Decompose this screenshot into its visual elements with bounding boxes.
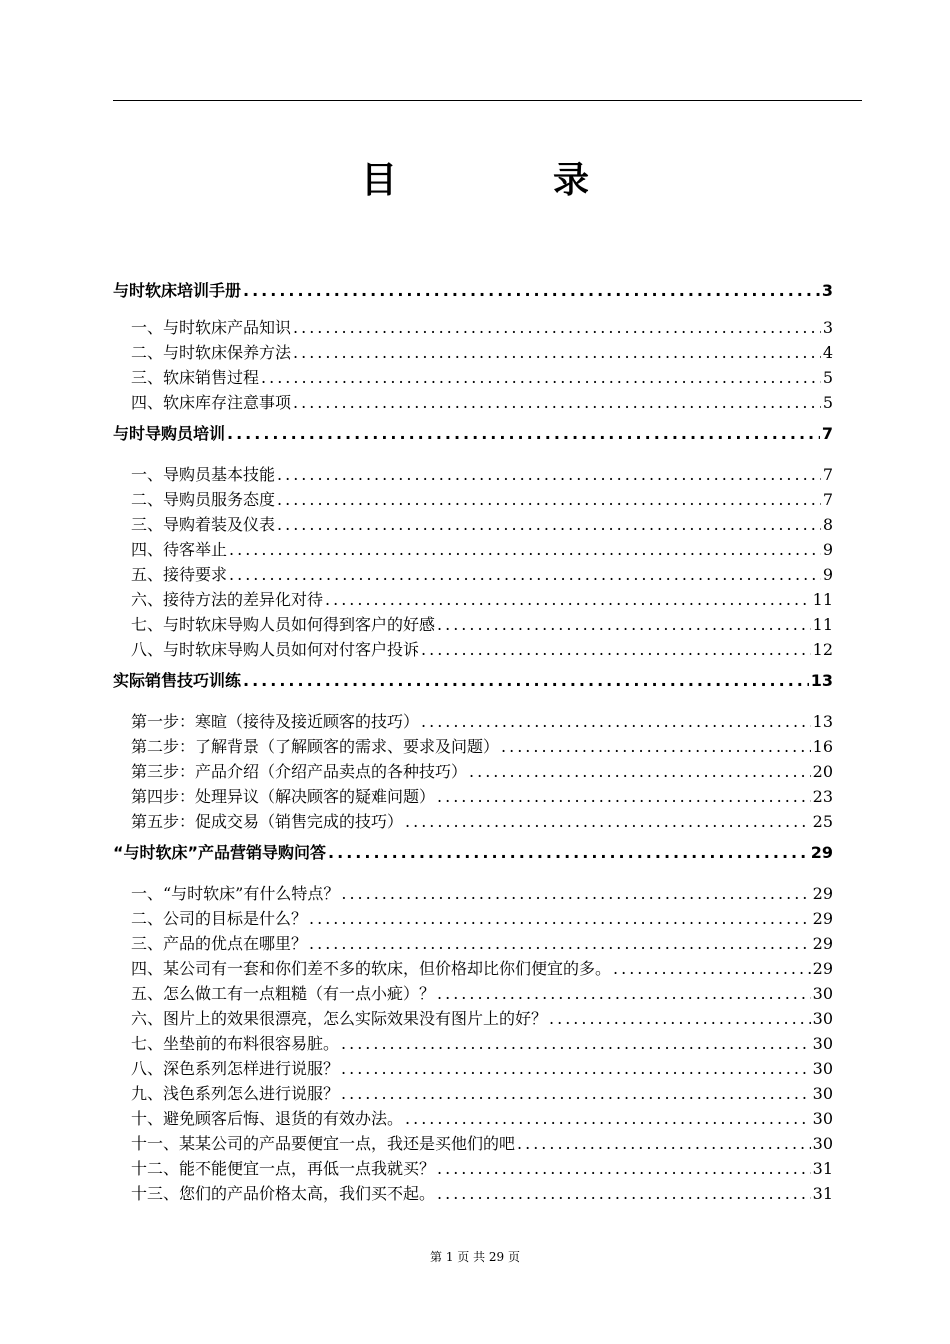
toc-page-number: 7 <box>822 490 833 509</box>
toc-dot-leader <box>243 277 820 305</box>
toc-entry-text: 一、与时软床产品知识 <box>131 318 292 337</box>
toc-dot-leader <box>309 906 811 931</box>
toc-dot-leader <box>469 759 811 784</box>
toc-dot-leader <box>437 612 811 637</box>
toc-dot-leader <box>293 315 821 340</box>
toc-entry-text: 九、浅色系列怎么进行说服？ <box>131 1084 340 1103</box>
toc-page-number: 30 <box>812 1109 833 1128</box>
table-of-contents <box>113 277 833 1206</box>
toc-page-number: 4 <box>822 343 833 362</box>
toc-entry[interactable] <box>113 562 833 587</box>
toc-page-number: 29 <box>812 884 833 903</box>
toc-dot-leader <box>421 637 811 662</box>
toc-entry-text: 第二步：了解背景（了解顾客的需求、要求及问题） <box>131 737 500 756</box>
toc-entry[interactable] <box>113 612 833 637</box>
toc-entry-text: 八、与时软床导购人员如何对付客户投诉 <box>131 640 420 659</box>
toc-page-number: 30 <box>812 1059 833 1078</box>
toc-entry[interactable] <box>113 1131 833 1156</box>
toc-entry[interactable] <box>113 1031 833 1056</box>
toc-dot-leader <box>261 365 821 390</box>
toc-page-number: 3 <box>821 281 833 300</box>
toc-page-number: 29 <box>812 934 833 953</box>
toc-dot-leader <box>277 512 821 537</box>
toc-entry[interactable] <box>113 1106 833 1131</box>
toc-page-number: 5 <box>822 393 833 412</box>
toc-entry[interactable] <box>113 1156 833 1181</box>
toc-entry[interactable] <box>113 759 833 784</box>
toc-entry-text: 四、某公司有一套和你们差不多的软床，但价格却比你们便宜的多。 <box>131 959 612 978</box>
toc-entry-text: 十三、您们的产品价格太高，我们买不起。 <box>131 1184 436 1203</box>
toc-page-number: 23 <box>812 787 833 806</box>
toc-dot-leader <box>277 462 821 487</box>
toc-dot-leader <box>517 1131 811 1156</box>
toc-entry[interactable] <box>113 340 833 365</box>
toc-dot-leader <box>341 881 810 906</box>
toc-entry[interactable] <box>113 487 833 512</box>
toc-section-entry[interactable] <box>113 277 833 305</box>
toc-entry[interactable] <box>113 809 833 834</box>
toc-entry-text: “与时软床”产品营销导购问答 <box>113 843 327 862</box>
toc-page-number: 25 <box>812 812 833 831</box>
toc-entry[interactable] <box>113 906 833 931</box>
toc-dot-leader <box>328 834 809 871</box>
toc-entry-text: 七、坐垫前的布料很容易脏。 <box>131 1034 340 1053</box>
toc-entry[interactable] <box>113 784 833 809</box>
toc-page-number: 20 <box>812 762 833 781</box>
toc-dot-leader <box>341 1056 811 1081</box>
toc-entry[interactable] <box>113 637 833 662</box>
toc-dot-leader <box>437 981 811 1006</box>
toc-entry-text: 二、公司的目标是什么？ <box>131 909 308 928</box>
toc-page-number: 9 <box>822 565 833 584</box>
toc-page-number: 30 <box>812 1009 833 1028</box>
toc-page-number: 7 <box>821 424 833 443</box>
toc-entry-text: 四、软床库存注意事项 <box>131 393 292 412</box>
toc-dot-leader <box>341 1081 811 1106</box>
toc-page-number: 30 <box>812 1084 833 1103</box>
toc-dot-leader <box>437 1181 811 1206</box>
page-title: 目 录 <box>360 160 649 201</box>
toc-entry-text: 第一步：寒暄（接待及接近顾客的技巧） <box>131 712 420 731</box>
toc-section-entry[interactable] <box>113 415 833 452</box>
toc-entry-text: 十一、某某公司的产品要便宜一点，我还是买他们的吧 <box>131 1134 516 1153</box>
toc-dot-leader <box>293 390 821 415</box>
toc-entry-text: 三、导购着装及仪表 <box>131 515 276 534</box>
toc-page-number: 11 <box>812 615 833 634</box>
toc-dot-leader <box>325 587 811 612</box>
toc-dot-leader <box>405 809 811 834</box>
toc-entry-text: 一、“与时软床”有什么特点？ <box>131 884 340 903</box>
toc-entry-text: 五、接待要求 <box>131 565 228 584</box>
toc-entry-text: 与时导购员培训 <box>113 424 226 443</box>
toc-page-number: 30 <box>812 984 833 1003</box>
toc-entry[interactable] <box>113 1081 833 1106</box>
toc-dot-leader <box>613 956 811 981</box>
header-rule <box>113 100 862 101</box>
toc-dot-leader <box>341 1031 811 1056</box>
toc-entry-text: 第四步：处理异议（解决顾客的疑难问题） <box>131 787 436 806</box>
toc-page-number: 29 <box>812 909 833 928</box>
toc-dot-leader <box>437 784 811 809</box>
toc-page-number: 5 <box>822 368 833 387</box>
toc-dot-leader <box>437 1156 811 1181</box>
toc-entry-text: 十、避免顾客后悔、退货的有效办法。 <box>131 1109 404 1128</box>
toc-entry-text: 二、导购员服务态度 <box>131 490 276 509</box>
toc-page-number: 29 <box>810 843 833 862</box>
toc-page-number: 13 <box>812 712 833 731</box>
toc-entry[interactable] <box>113 931 833 956</box>
toc-entry-text: 三、产品的优点在哪里？ <box>131 934 308 953</box>
toc-entry-text: 十二、能不能便宜一点，再低一点我就买？ <box>131 1159 436 1178</box>
toc-entry[interactable] <box>113 956 833 981</box>
toc-entry[interactable] <box>113 537 833 562</box>
toc-page-number: 31 <box>812 1184 833 1203</box>
toc-section-entry[interactable] <box>113 662 833 699</box>
toc-page-number: 31 <box>812 1159 833 1178</box>
toc-dot-leader <box>501 734 811 759</box>
toc-entry[interactable] <box>113 1181 833 1206</box>
toc-section-entry[interactable] <box>113 834 833 871</box>
toc-page-number: 16 <box>812 737 833 756</box>
toc-entry[interactable] <box>113 1056 833 1081</box>
toc-entry[interactable] <box>113 1006 833 1031</box>
toc-dot-leader <box>421 709 811 734</box>
toc-page-number: 3 <box>822 318 833 337</box>
toc-entry[interactable] <box>113 587 833 612</box>
toc-entry[interactable] <box>113 709 833 734</box>
toc-page-number: 30 <box>812 1134 833 1153</box>
toc-entry-text: 六、图片上的效果很漂亮，怎么实际效果没有图片上的好？ <box>131 1009 548 1028</box>
toc-entry-text: 三、软床销售过程 <box>131 368 260 387</box>
toc-page-number: 12 <box>812 640 833 659</box>
toc-dot-leader <box>293 340 821 365</box>
toc-dot-leader <box>227 415 820 452</box>
toc-entry-text: 一、导购员基本技能 <box>131 465 276 484</box>
toc-entry-text: 实际销售技巧训练 <box>113 671 242 690</box>
toc-entry[interactable] <box>113 981 833 1006</box>
toc-page-number: 30 <box>812 1034 833 1053</box>
toc-entry-text: 二、与时软床保养方法 <box>131 343 292 362</box>
toc-dot-leader <box>277 487 821 512</box>
toc-page-number: 8 <box>822 515 833 534</box>
toc-entry[interactable] <box>113 390 833 415</box>
toc-entry-text: 五、怎么做工有一点粗糙（有一点小疵）？ <box>131 984 436 1003</box>
toc-entry[interactable] <box>113 462 833 487</box>
toc-entry-text: 与时软床培训手册 <box>113 281 242 300</box>
toc-page-number: 9 <box>822 540 833 559</box>
toc-entry-text: 第三步：产品介绍（介绍产品卖点的各种技巧） <box>131 762 468 781</box>
toc-entry-text: 六、接待方法的差异化对待 <box>131 590 324 609</box>
toc-page-number: 29 <box>812 959 833 978</box>
toc-dot-leader <box>405 1106 811 1131</box>
toc-entry[interactable] <box>113 734 833 759</box>
toc-entry[interactable] <box>113 512 833 537</box>
toc-page-number: 13 <box>810 671 833 690</box>
toc-entry[interactable] <box>113 315 833 340</box>
toc-entry-text: 七、与时软床导购人员如何得到客户的好感 <box>131 615 436 634</box>
toc-dot-leader <box>549 1006 811 1031</box>
toc-dot-leader <box>229 562 821 587</box>
toc-entry[interactable] <box>113 881 833 906</box>
toc-page-number: 7 <box>822 465 833 484</box>
toc-dot-leader <box>309 931 811 956</box>
toc-page-number: 11 <box>812 590 833 609</box>
toc-dot-leader <box>243 662 809 699</box>
page-footer: 第 1 页 共 29 页 <box>430 1250 520 1264</box>
toc-entry-text: 四、待客举止 <box>131 540 228 559</box>
toc-entry-text: 八、深色系列怎样进行说服？ <box>131 1059 340 1078</box>
toc-entry[interactable] <box>113 365 833 390</box>
toc-entry-text: 第五步：促成交易（销售完成的技巧） <box>131 812 404 831</box>
toc-dot-leader <box>229 537 821 562</box>
